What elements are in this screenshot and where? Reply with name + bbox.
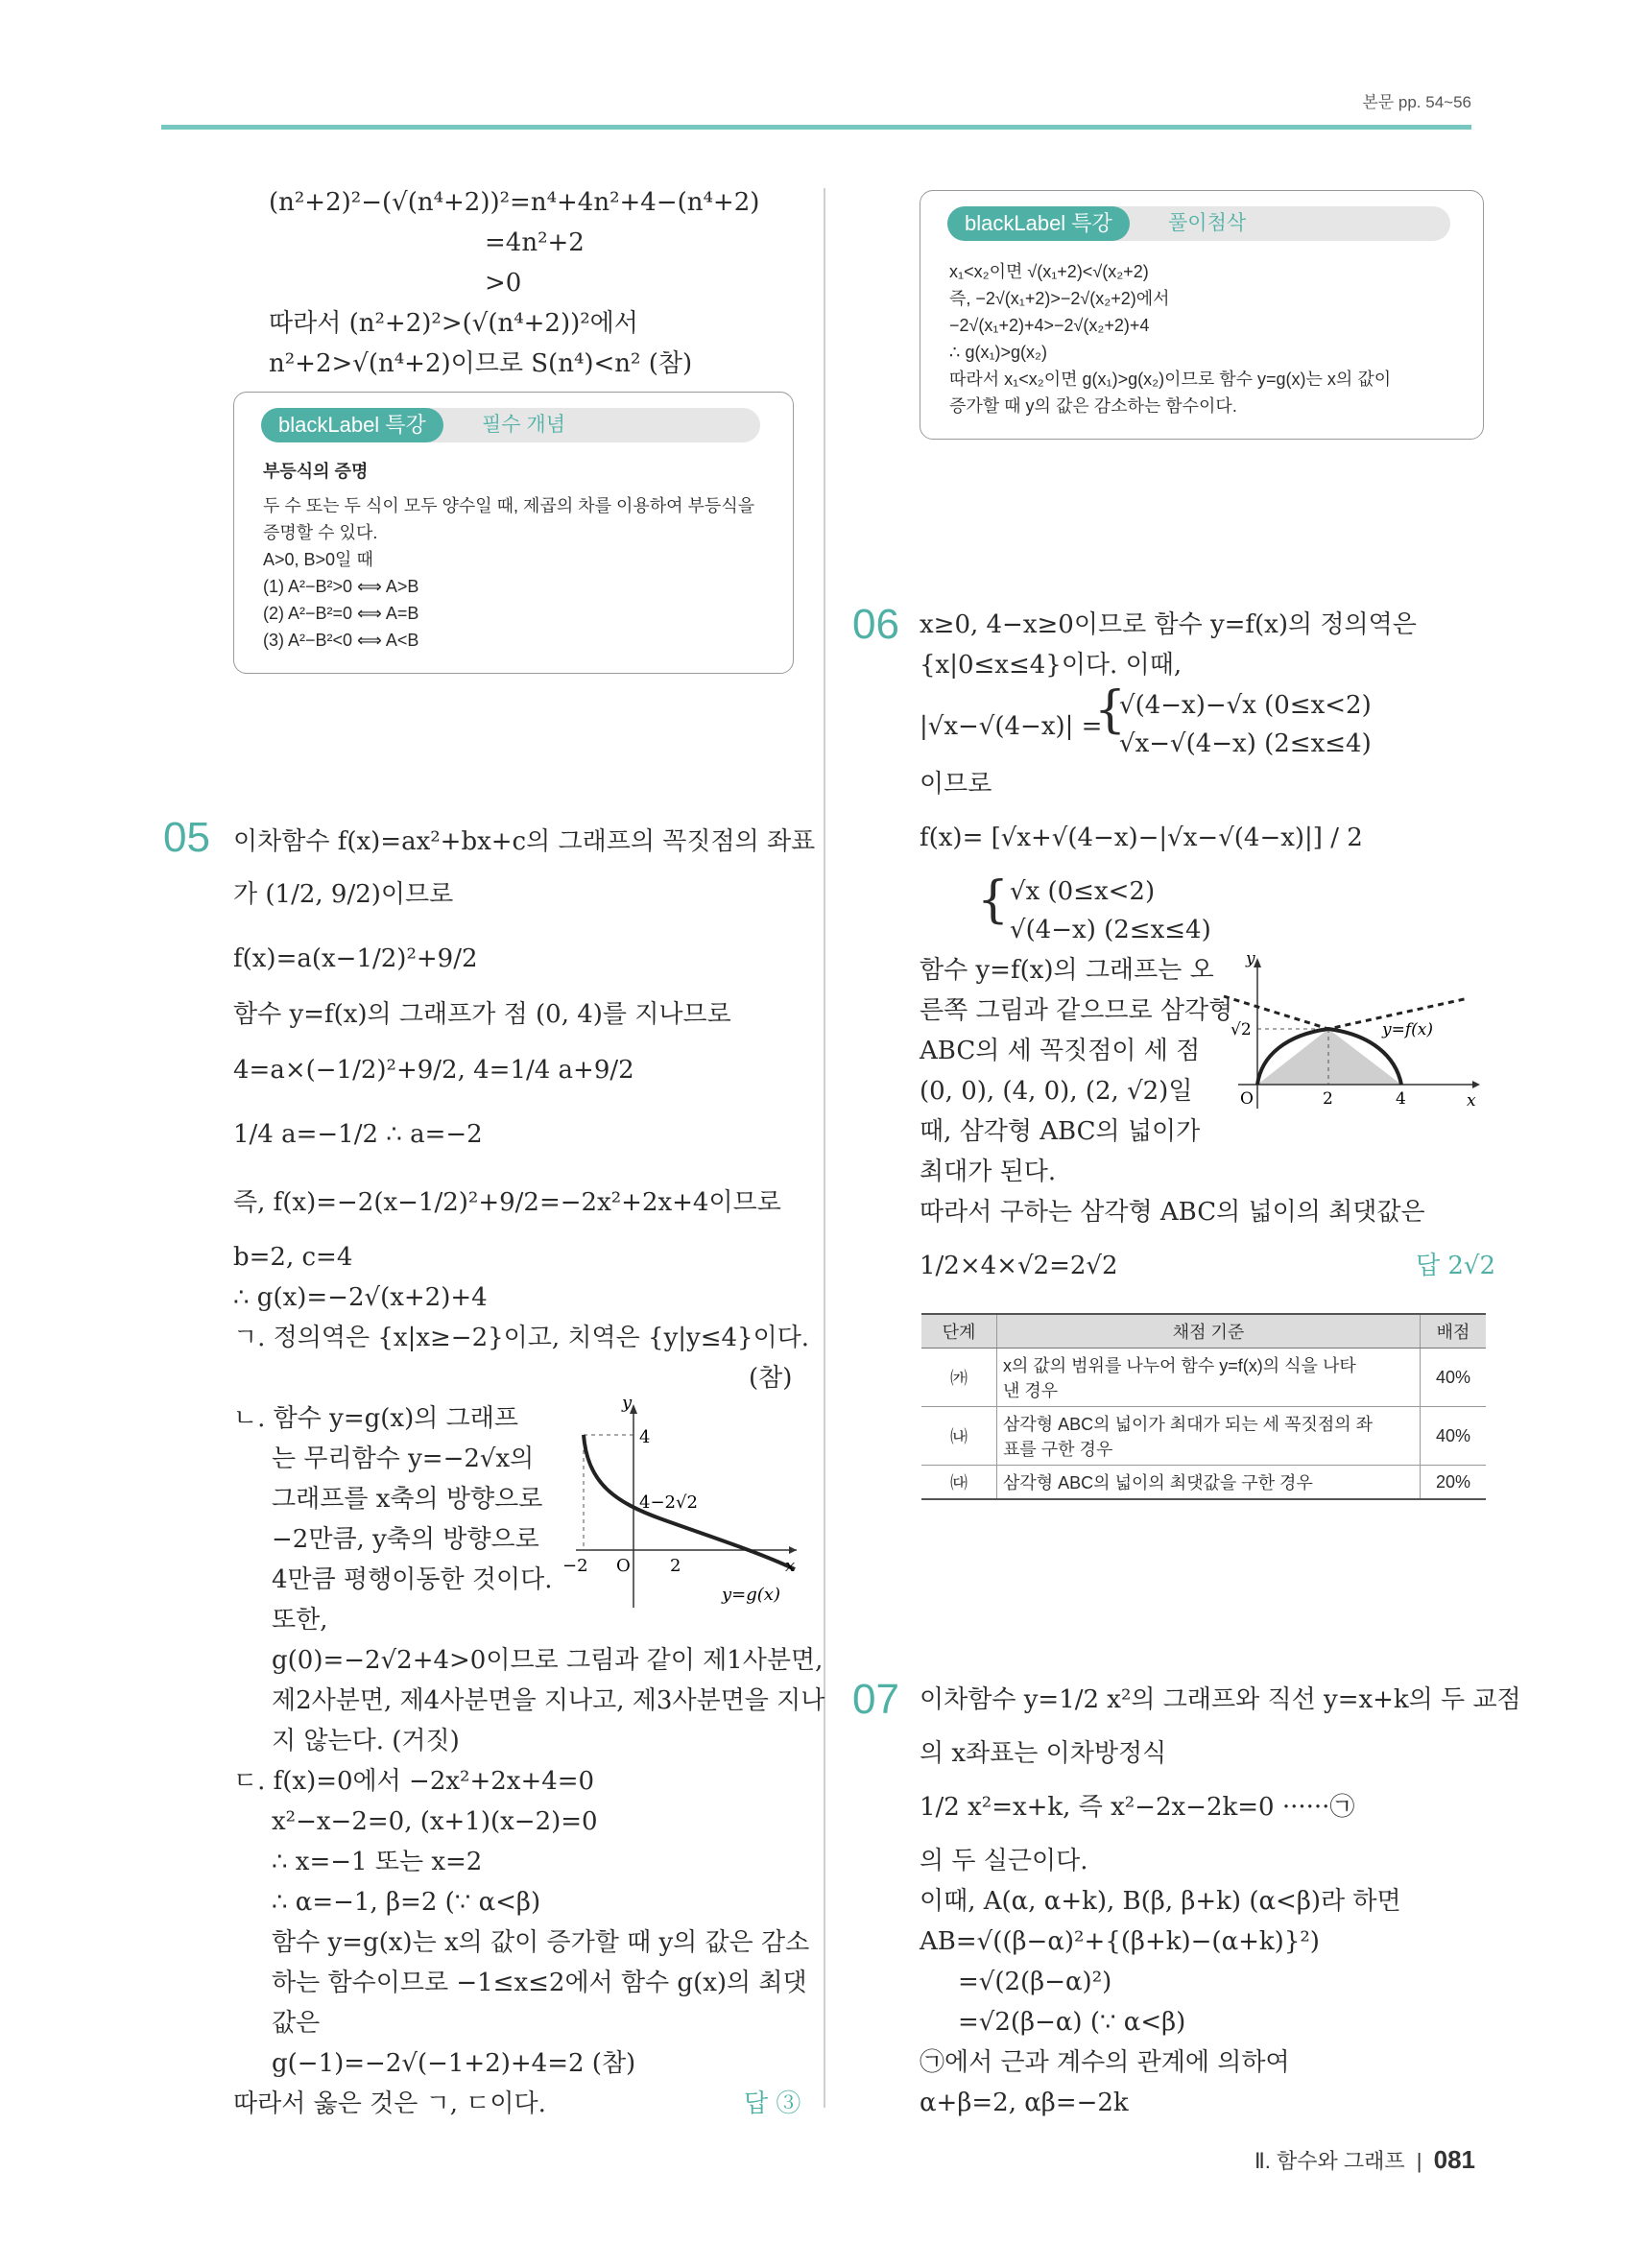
box-text: −2√(x₁+2)+4>−2√(x₂+2)+4 [949, 316, 1150, 335]
curve-label: y=f(x) [1382, 1020, 1433, 1039]
table-header-row [921, 1314, 1486, 1349]
points-cell: 40% [1421, 1349, 1487, 1407]
math-line: x²−x−2=0, (x+1)(x−2)=0 [272, 1807, 598, 1836]
math-line: 4만큼 평행이동한 것이다. [272, 1565, 553, 1594]
box-text: x₁<x₂이면 √(x₁+2)<√(x₂+2) [949, 262, 1149, 281]
points-cell: 40% [1421, 1407, 1487, 1466]
math-line: ∴ g(x)=−2√(x+2)+4 [233, 1283, 488, 1312]
origin-label: O [1240, 1089, 1254, 1109]
page-footer [1255, 2145, 1475, 2175]
math-line: ABC의 세 꼭짓점이 세 점 [920, 1037, 1201, 1065]
math-line: 또한, [272, 1606, 328, 1635]
box-header [261, 408, 760, 442]
criterion-text: x의 값의 범위를 나누어 함수 y=f(x)의 식을 나타 [1003, 1356, 1356, 1375]
math-line: 즉, f(x)=−2(x−1/2)²+9/2=−2x²+2x+4이므로 [233, 1188, 781, 1217]
math-line: ㉠에서 근과 계수의 관계에 의하여 [920, 2048, 1290, 2077]
header-rule [161, 125, 1471, 130]
footer-separator: | [1416, 2149, 1422, 2173]
math-line: 1/2×4×√2=2√2 [920, 1252, 1118, 1280]
x-label: x [1467, 1091, 1476, 1110]
math-line: n²+2>√(n⁴+2)이므로 S(n⁴)<n² (참) [269, 349, 693, 378]
step-cell: ㈎ [921, 1349, 997, 1407]
math-line: 이므로 [920, 770, 992, 799]
tick-label: 4 [1396, 1089, 1406, 1109]
brace: { [1094, 681, 1127, 739]
math-line: −2만큼, y축의 방향으로 [272, 1525, 539, 1554]
math-line: =4n²+2 [485, 228, 585, 257]
math-line: 함수 y=f(x)의 그래프가 점 (0, 4)를 지나므로 [233, 1000, 731, 1029]
tick-label: 2 [1323, 1089, 1333, 1109]
graph-f [1219, 950, 1483, 1113]
box-subtitle: 풀이첨삭 [1168, 212, 1247, 234]
math-line: |√x−√(4−x)| = [920, 712, 1103, 741]
criterion-cell [997, 1349, 1421, 1407]
math-line: 하는 함수이므로 −1≤x≤2에서 함수 g(x)의 최댓 [272, 1969, 807, 1997]
criterion-text: 낸 경우 [1003, 1381, 1059, 1400]
math-line: ㄷ. f(x)=0에서 −2x²+2x+4=0 [233, 1767, 595, 1796]
box-item: (3) A²−B²<0 ⟺ A<B [263, 631, 419, 650]
scoring-table [921, 1313, 1486, 1500]
table-header: 배점 [1421, 1314, 1487, 1349]
tick-label: 4 [639, 1427, 651, 1447]
table-row [921, 1349, 1486, 1407]
criterion-text: 삼각형 ABC의 넓이가 최대가 되는 세 꼭짓점의 좌 [1003, 1415, 1373, 1434]
math-line: √(4−x) (2≤x≤4) [1010, 916, 1211, 944]
graph-g [557, 1397, 806, 1617]
tick-label: −2 [562, 1556, 588, 1576]
table-header: 단계 [921, 1314, 997, 1349]
math-line: g(−1)=−2√(−1+2)+4=2 (참) [272, 2049, 636, 2078]
table-header: 채점 기준 [997, 1314, 1421, 1349]
math-line: ∴ α=−1, β=2 (∵ α<β) [272, 1888, 541, 1917]
blacklabel-box-note [920, 190, 1484, 440]
math-line: 의 두 실근이다. [920, 1847, 1088, 1875]
points-cell: 20% [1421, 1466, 1487, 1500]
math-line: ㄴ. 함수 y=g(x)의 그래프 [233, 1404, 518, 1433]
answer-label: 답 ③ [744, 2089, 801, 2118]
question-number: 06 [852, 601, 899, 648]
tick-label: √2 [1231, 1020, 1252, 1039]
math-line: 최대가 된다. [920, 1158, 1057, 1186]
triangle-abc [1257, 1029, 1401, 1085]
criterion-cell [997, 1466, 1421, 1500]
x-label: x [785, 1556, 796, 1576]
math-line: =√(2(β−α)²) [958, 1968, 1112, 1996]
math-line: 제2사분면, 제4사분면을 지나고, 제3사분면을 지나 [272, 1686, 825, 1715]
math-line: α+β=2, αβ=−2k [920, 2089, 1129, 2117]
question-number: 07 [852, 1676, 899, 1723]
y-label: y [1246, 950, 1255, 968]
box-text: 두 수 또는 두 식이 모두 양수일 때, 제곱의 차를 이용하여 부등식을 [263, 496, 755, 515]
math-line: 값은 [272, 2009, 321, 2038]
math-line: >0 [485, 269, 522, 298]
x-axis-arrow [1472, 1081, 1480, 1088]
curve-label: y=g(x) [722, 1585, 780, 1605]
criterion-text: 표를 구한 경우 [1003, 1440, 1113, 1459]
math-line: 함수 y=f(x)의 그래프는 오 [920, 956, 1214, 985]
box-text: A>0, B>0일 때 [263, 550, 373, 569]
math-line: f(x)= [√x+√(4−x)−|√x−√(4−x)|] / 2 [920, 824, 1363, 852]
math-line: 이차함수 y=1/2 x²의 그래프와 직선 y=x+k의 두 교점 [920, 1685, 1521, 1714]
math-line: 따라서 (n²+2)²>(√(n⁴+2))²에서 [269, 309, 638, 338]
math-line: 이때, A(α, α+k), B(β, β+k) (α<β)라 하면 [920, 1887, 1401, 1916]
math-line: (참) [749, 1364, 793, 1393]
box-text: 증명할 수 있다. [263, 523, 378, 542]
math-line: AB=√((β−α)²+{(β+k)−(α+k)}²) [920, 1927, 1320, 1956]
criterion-cell [997, 1407, 1421, 1466]
math-line: b=2, c=4 [233, 1243, 353, 1272]
box-text: 즉, −2√(x₁+2)>−2√(x₂+2)에서 [949, 289, 1170, 308]
math-line: x≥0, 4−x≥0이므로 함수 y=f(x)의 정의역은 [920, 610, 1417, 639]
question-number: 05 [163, 814, 210, 861]
math-line: {x|0≤x≤4}이다. 이때, [920, 651, 1183, 680]
math-line: 따라서 구하는 삼각형 ABC의 넓이의 최댓값은 [920, 1198, 1425, 1227]
math-line: 1/2 x²=x+k, 즉 x²−2x−2k=0 ······㉠ [920, 1793, 1355, 1822]
brace: { [977, 871, 1010, 929]
box-text: ∴ g(x₁)>g(x₂) [949, 343, 1048, 362]
math-line: 의 x좌표는 이차방정식 [920, 1739, 1167, 1768]
answer-label: 답 2√2 [1416, 1252, 1496, 1280]
math-line: √x (0≤x<2) [1010, 877, 1156, 906]
y-label: y [622, 1397, 633, 1413]
math-line: (0, 0), (4, 0), (2, √2)일 [920, 1077, 1193, 1106]
math-line: 때, 삼각형 ABC의 넓이가 [920, 1117, 1201, 1146]
table-row [921, 1407, 1486, 1466]
math-line: f(x)=a(x−1/2)²+9/2 [233, 944, 478, 973]
math-line: ㄱ. 정의역은 {x|x≥−2}이고, 치역은 {y|y≤4}이다. [233, 1324, 810, 1352]
math-line: ∴ x=−1 또는 x=2 [272, 1848, 483, 1876]
math-line: 이차함수 f(x)=ax²+bx+c의 그래프의 꼭짓점의 좌표 [233, 827, 816, 856]
box-subtitle: 필수 개념 [482, 414, 565, 436]
math-line: 4=a×(−1/2)²+9/2, 4=1/4 a+9/2 [233, 1056, 634, 1085]
box-text: 따라서 x₁<x₂이면 g(x₁)>g(x₂)이므로 함수 y=g(x)는 x의 값이 [949, 370, 1392, 389]
math-line: √x−√(4−x) (2≤x≤4) [1119, 729, 1372, 758]
origin-label: O [616, 1556, 631, 1576]
criterion-text: 삼각형 ABC의 넓이의 최댓값을 구한 경우 [1003, 1473, 1313, 1492]
math-line: 따라서 옳은 것은 ㄱ, ㄷ이다. [233, 2089, 546, 2118]
box-item: (1) A²−B²>0 ⟺ A>B [263, 577, 419, 596]
step-cell: ㈐ [921, 1466, 997, 1500]
page-reference: 본문 pp. 54~56 [1362, 93, 1471, 111]
column-divider [824, 188, 825, 2108]
math-line: 함수 y=g(x)는 x의 값이 증가할 때 y의 값은 감소 [272, 1928, 810, 1957]
math-line: 는 무리함수 y=−2√x의 [272, 1444, 535, 1473]
box-title: 부등식의 증명 [263, 462, 369, 481]
math-line: 그래프를 x축의 방향으로 [272, 1485, 543, 1514]
box-item: (2) A²−B²=0 ⟺ A=B [263, 604, 419, 623]
math-line: g(0)=−2√2+4>0이므로 그림과 같이 제1사분면, [272, 1646, 824, 1675]
x-axis-arrow [789, 1546, 797, 1554]
math-line: (n²+2)²−(√(n⁴+2))²=n⁴+4n²+4−(n⁴+2) [269, 188, 760, 217]
page-number: 081 [1433, 2145, 1475, 2174]
math-line: 1/4 a=−1/2 ∴ a=−2 [233, 1120, 483, 1149]
table-row [921, 1466, 1486, 1500]
math-line: √(4−x)−√x (0≤x<2) [1119, 691, 1372, 720]
chapter-label: Ⅱ. 함수와 그래프 [1254, 2149, 1405, 2173]
blacklabel-box-concept [233, 392, 794, 674]
math-line: 가 (1/2, 9/2)이므로 [233, 880, 454, 909]
box-tag: blackLabel 특강 [947, 206, 1130, 241]
tick-label: 4−2√2 [639, 1492, 698, 1513]
box-text: 증가할 때 y의 값은 감소하는 함수이다. [949, 396, 1237, 416]
box-header [947, 206, 1450, 241]
math-line: =√2(β−α) (∵ α<β) [958, 2008, 1186, 2037]
tick-label: 2 [670, 1556, 681, 1576]
box-tag: blackLabel 특강 [261, 408, 443, 442]
math-line: 른쪽 그림과 같으므로 삼각형 [920, 996, 1233, 1025]
math-line: 지 않는다. (거짓) [272, 1727, 460, 1755]
step-cell: ㈏ [921, 1407, 997, 1466]
